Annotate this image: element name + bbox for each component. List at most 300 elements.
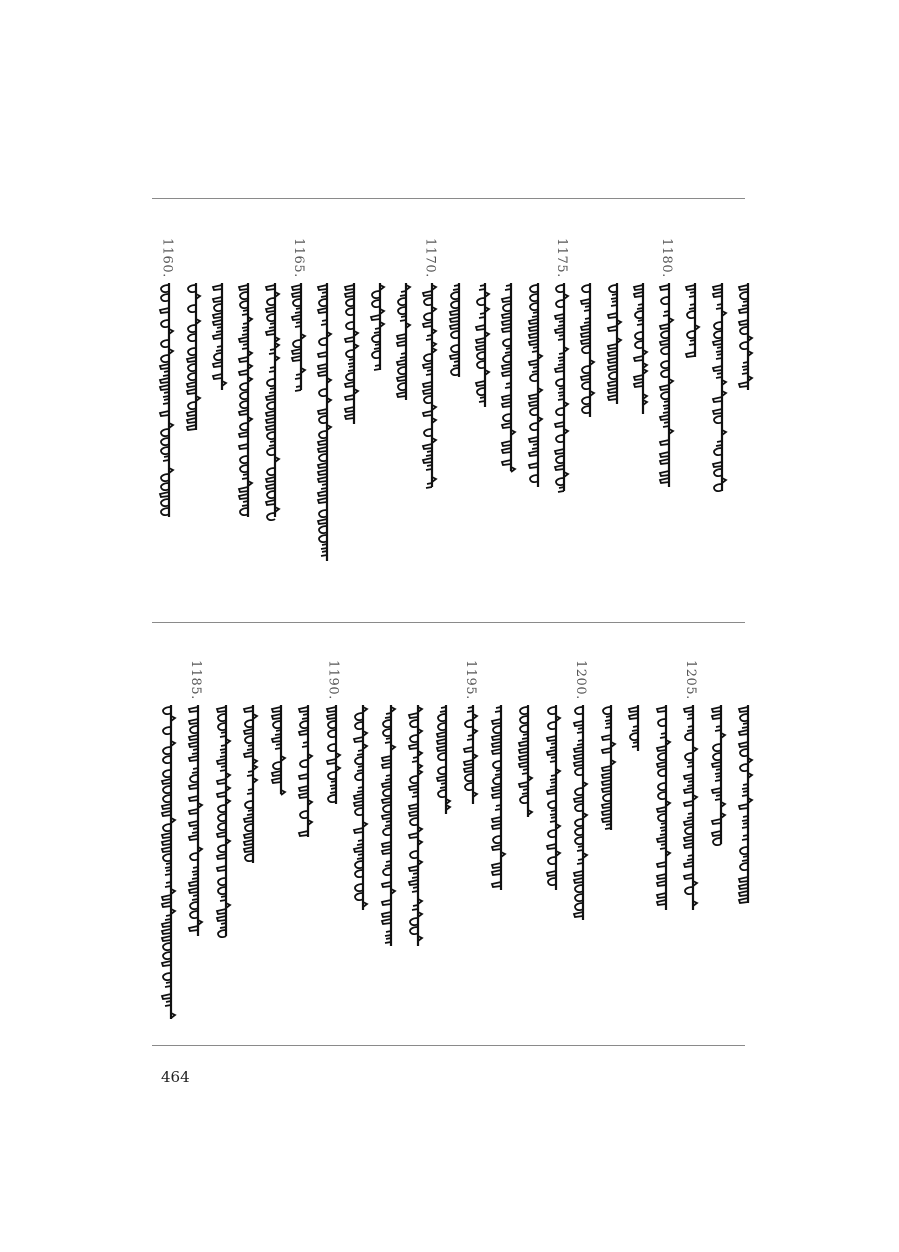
script-glyph — [266, 477, 275, 482]
script-glyphs — [629, 283, 651, 414]
script-glyphs — [497, 283, 519, 471]
script-glyph — [634, 375, 643, 380]
script-glyph — [217, 814, 225, 821]
script-glyph — [574, 747, 583, 752]
script-glyph — [424, 298, 432, 305]
script-glyph — [657, 881, 666, 886]
script-glyph — [188, 402, 196, 409]
script-glyph — [529, 360, 538, 365]
script-glyph — [162, 804, 171, 809]
script-glyph — [240, 401, 248, 408]
script-glyphs — [603, 283, 625, 404]
script-glyph — [712, 714, 721, 719]
script-glyph — [355, 893, 363, 900]
script-glyph — [240, 465, 248, 472]
script-glyph — [299, 730, 308, 735]
verse-line — [313, 238, 337, 618]
script-glyph — [529, 394, 538, 399]
script-glyph — [575, 894, 583, 901]
script-glyphs — [655, 283, 677, 487]
script-glyph — [319, 416, 327, 423]
script-glyph — [660, 471, 669, 476]
script-glyph — [239, 494, 248, 499]
line-number: 1200. — [573, 660, 588, 700]
script-glyph — [161, 340, 169, 347]
script-glyph — [529, 340, 538, 345]
script-glyph — [160, 378, 169, 383]
script-glyph — [345, 382, 354, 387]
script-glyph — [712, 707, 721, 712]
script-glyph — [266, 307, 275, 312]
script-glyph — [188, 364, 196, 371]
script-glyph — [244, 833, 253, 838]
script-glyph — [244, 840, 253, 845]
top-rule — [152, 198, 745, 199]
script-glyph — [437, 723, 445, 730]
script-glyph — [188, 325, 196, 332]
script-glyph — [382, 789, 390, 796]
line-number: 1160. — [159, 238, 175, 278]
script-glyph — [189, 881, 198, 886]
script-glyph — [272, 707, 281, 712]
script-glyph — [660, 324, 669, 329]
line-number: 1170. — [422, 238, 438, 278]
verse-line — [340, 238, 364, 618]
mongolian-script-line — [542, 705, 564, 890]
script-glyph — [345, 285, 354, 290]
script-glyph — [162, 833, 171, 838]
script-glyph — [239, 370, 248, 375]
script-glyph — [492, 817, 501, 822]
script-glyph — [492, 882, 501, 887]
script-glyph — [382, 912, 391, 917]
script-glyph — [162, 747, 170, 754]
script-glyph — [739, 320, 748, 325]
script-glyph — [739, 804, 748, 809]
script-glyph — [685, 827, 693, 834]
mongolian-script-line — [184, 705, 206, 936]
script-glyph — [382, 805, 390, 812]
script-glyph — [409, 713, 418, 718]
script-glyph — [740, 327, 748, 334]
script-glyph — [299, 831, 308, 836]
script-glyph — [661, 331, 669, 338]
script-glyph — [684, 707, 693, 712]
mongolian-script-line — [234, 283, 256, 517]
script-glyph — [661, 297, 669, 304]
mongolian-script-line — [734, 283, 756, 390]
script-glyph — [345, 395, 354, 400]
script-glyph — [503, 304, 511, 311]
script-glyph — [354, 737, 363, 742]
script-glyph — [476, 381, 485, 386]
script-glyph — [162, 952, 170, 959]
script-glyph — [492, 726, 500, 733]
script-glyph — [354, 847, 363, 852]
script-glyph — [464, 747, 473, 752]
script-glyph — [423, 411, 432, 416]
script-glyph — [657, 792, 665, 799]
script-glyphs — [313, 283, 335, 561]
script-glyph — [299, 793, 308, 798]
script-glyph — [345, 373, 353, 380]
script-glyph — [465, 783, 473, 790]
script-glyph — [556, 435, 564, 442]
script-glyph — [318, 352, 327, 357]
script-glyph — [575, 837, 583, 844]
script-glyph — [492, 824, 501, 829]
script-glyph — [327, 721, 335, 728]
script-glyph — [160, 364, 169, 369]
script-glyph — [657, 807, 666, 812]
script-glyph — [319, 510, 327, 517]
script-glyph — [529, 463, 538, 468]
script-glyph — [382, 882, 391, 887]
script-glyph — [187, 389, 196, 394]
script-glyphs — [445, 283, 467, 377]
script-glyph — [582, 397, 590, 404]
script-glyph — [382, 729, 390, 736]
script-glyph — [245, 824, 253, 831]
mongolian-script-line — [652, 705, 674, 910]
script-glyph — [409, 744, 418, 749]
script-glyph — [602, 780, 611, 785]
script-glyph — [602, 810, 611, 815]
script-glyph — [630, 733, 638, 740]
script-glyph — [162, 795, 170, 802]
script-glyphs — [734, 705, 756, 903]
script-glyph — [582, 366, 590, 373]
script-glyph — [318, 519, 327, 524]
script-glyph — [397, 376, 406, 381]
script-glyph — [187, 357, 196, 362]
script-glyph — [657, 874, 666, 879]
script-glyph — [437, 739, 446, 744]
script-glyph — [217, 805, 225, 812]
script-glyph — [660, 340, 669, 345]
script-glyph — [189, 926, 198, 931]
script-glyph — [529, 437, 538, 442]
script-glyph — [556, 285, 564, 292]
script-glyph — [162, 847, 171, 852]
script-glyph — [188, 373, 196, 380]
script-glyph — [382, 814, 391, 819]
script-glyph — [502, 441, 511, 446]
script-glyph — [244, 729, 253, 734]
verse-line — [155, 238, 179, 618]
script-glyph — [244, 707, 253, 712]
script-glyph — [556, 379, 564, 386]
script-glyph — [713, 340, 722, 345]
mongolian-script-line — [624, 705, 646, 751]
script-glyph — [424, 313, 432, 320]
script-glyph — [354, 828, 363, 833]
script-glyphs — [652, 705, 674, 910]
script-glyph — [161, 447, 169, 454]
script-glyph — [161, 474, 169, 481]
verse-line — [208, 238, 232, 618]
script-glyph — [217, 832, 226, 837]
script-glyph — [266, 425, 275, 430]
script-glyph — [372, 291, 380, 298]
script-glyph — [661, 361, 669, 368]
script-glyph — [635, 311, 643, 318]
script-glyph — [492, 749, 501, 754]
script-glyph — [502, 371, 511, 376]
mongolian-script-line — [432, 705, 454, 814]
script-glyph — [424, 429, 432, 436]
mongolian-script-line — [212, 705, 234, 936]
script-glyph — [712, 838, 720, 845]
script-glyph — [529, 326, 538, 331]
script-glyph — [239, 357, 248, 362]
script-glyph — [437, 776, 446, 781]
script-glyph — [502, 460, 511, 465]
script-glyph — [451, 301, 459, 308]
script-glyph — [684, 774, 693, 779]
script-glyph — [382, 798, 391, 803]
script-glyphs — [459, 705, 481, 804]
verse-line — [734, 660, 758, 1035]
script-glyphs — [418, 283, 440, 487]
script-glyph — [451, 292, 459, 299]
script-glyph — [409, 804, 418, 809]
script-glyph — [492, 870, 501, 875]
script-glyph — [492, 836, 500, 843]
script-glyph — [160, 385, 169, 390]
script-glyph — [437, 790, 445, 797]
mongolian-script-line — [445, 283, 467, 377]
verse-line — [624, 660, 648, 1035]
script-glyph — [189, 796, 198, 801]
script-glyph — [217, 866, 226, 871]
script-glyph — [240, 383, 248, 390]
script-glyph — [450, 324, 459, 329]
script-glyph — [451, 331, 459, 338]
script-glyph — [739, 898, 748, 903]
script-glyph — [355, 884, 363, 891]
script-glyph — [450, 354, 459, 359]
script-glyph — [160, 308, 169, 313]
script-glyph — [661, 347, 669, 354]
script-glyph — [162, 840, 171, 845]
mongolian-script-line — [471, 283, 493, 407]
script-glyph — [267, 491, 275, 498]
script-glyph — [319, 389, 327, 396]
script-glyph — [355, 722, 363, 729]
mongolian-script-line — [681, 283, 703, 357]
script-glyph — [398, 298, 406, 305]
script-glyph — [162, 779, 171, 784]
verse-line — [652, 660, 676, 1035]
script-glyph — [582, 285, 590, 292]
script-glyph — [574, 878, 583, 883]
script-glyph — [502, 313, 511, 318]
script-glyph — [684, 801, 693, 806]
script-glyphs — [267, 705, 289, 794]
script-glyph — [530, 303, 538, 310]
script-glyph — [299, 774, 308, 779]
script-glyph — [739, 707, 748, 712]
verse-line — [261, 238, 285, 618]
script-glyph — [355, 808, 363, 815]
script-glyph — [162, 824, 170, 831]
script-glyph — [318, 371, 327, 376]
verse-line — [542, 660, 566, 1035]
verse-line — [157, 660, 181, 1035]
script-glyph — [502, 448, 511, 453]
script-glyph — [189, 707, 198, 712]
script-glyph — [502, 395, 511, 400]
script-glyphs — [182, 283, 204, 430]
script-glyph — [582, 406, 590, 413]
script-glyphs — [157, 705, 179, 1019]
script-glyphs — [681, 283, 703, 357]
script-glyph — [410, 918, 418, 925]
script-glyph — [292, 349, 301, 354]
script-glyph — [657, 753, 665, 760]
script-glyph — [190, 853, 198, 860]
mongolian-script-line — [707, 705, 729, 844]
script-glyph — [714, 484, 722, 491]
script-glyphs — [155, 283, 177, 517]
script-glyph — [657, 719, 665, 726]
script-glyph — [712, 788, 721, 793]
script-glyph — [217, 878, 225, 885]
script-glyph — [239, 410, 248, 415]
verse-line — [212, 660, 236, 1035]
script-glyph — [450, 317, 459, 322]
script-glyph — [713, 462, 722, 467]
script-glyph — [477, 352, 485, 359]
script-glyph — [547, 750, 556, 755]
script-glyph — [657, 762, 666, 767]
script-glyph — [740, 863, 748, 870]
script-glyph — [437, 746, 446, 751]
script-glyph — [245, 801, 253, 808]
script-glyph — [492, 735, 501, 740]
script-glyph — [267, 448, 275, 455]
script-glyph — [661, 392, 669, 399]
script-glyph — [293, 299, 301, 306]
script-glyph — [465, 720, 473, 727]
script-glyphs — [184, 705, 206, 936]
script-glyph — [409, 811, 418, 816]
script-glyph — [217, 845, 225, 852]
verse-line — [418, 238, 442, 618]
script-glyph — [575, 903, 583, 910]
script-glyph — [424, 396, 432, 403]
verse-line — [234, 238, 258, 618]
script-glyph — [492, 761, 500, 768]
script-glyph — [502, 402, 511, 407]
script-glyph — [240, 392, 248, 399]
script-glyph — [712, 831, 721, 836]
script-glyph — [217, 792, 226, 797]
script-glyph — [547, 722, 555, 729]
script-glyph — [530, 408, 538, 415]
mongolian-script-line — [267, 705, 289, 794]
script-glyph — [190, 911, 198, 918]
script-glyph — [502, 364, 511, 369]
script-glyph — [657, 893, 666, 898]
script-glyph — [188, 334, 196, 341]
mongolian-script-line — [497, 283, 519, 471]
script-glyph — [602, 735, 611, 740]
script-glyph — [355, 713, 363, 720]
script-glyph — [684, 788, 693, 793]
mongolian-script-line — [679, 705, 701, 910]
script-glyph — [217, 707, 226, 712]
verse-line — [239, 660, 263, 1035]
script-glyph — [239, 285, 248, 290]
script-glyph — [327, 707, 336, 712]
line-number: 1165. — [290, 238, 306, 278]
script-glyph — [189, 888, 198, 893]
script-glyph — [714, 448, 722, 455]
verse-line — [404, 660, 428, 1035]
script-glyph — [244, 817, 253, 822]
script-glyph — [239, 444, 248, 449]
script-glyph — [398, 383, 406, 390]
script-glyph — [299, 707, 308, 712]
mongolian-script-line — [629, 283, 651, 414]
script-glyph — [714, 322, 722, 329]
script-glyph — [530, 285, 538, 292]
verse-line — [708, 238, 732, 618]
script-glyph — [739, 308, 748, 313]
script-glyph — [266, 330, 275, 335]
verse-line — [576, 238, 600, 618]
script-glyph — [410, 735, 418, 742]
script-glyph — [555, 465, 564, 470]
script-glyph — [267, 402, 275, 409]
script-glyph — [464, 767, 473, 772]
script-glyph — [187, 418, 196, 423]
script-glyph — [519, 762, 528, 767]
script-glyph — [423, 382, 432, 387]
script-glyph — [660, 385, 669, 390]
script-glyphs — [392, 283, 414, 400]
script-glyph — [318, 463, 327, 468]
script-glyph — [634, 382, 643, 387]
script-glyph — [266, 500, 275, 505]
script-glyph — [575, 819, 583, 826]
script-glyph — [319, 338, 327, 345]
script-glyph — [503, 355, 511, 362]
script-glyph — [547, 830, 555, 837]
mongolian-script-line — [603, 283, 625, 404]
mongolian-script-line — [550, 283, 572, 491]
script-glyph — [574, 912, 583, 917]
verse-line — [524, 238, 548, 618]
script-glyph — [608, 326, 617, 331]
script-glyph — [293, 340, 301, 347]
script-glyph — [529, 401, 538, 406]
script-glyph — [657, 862, 666, 867]
script-glyph — [555, 449, 564, 454]
script-glyph — [629, 714, 638, 719]
script-glyph — [739, 891, 748, 896]
verse-line — [366, 238, 390, 618]
script-glyph — [547, 857, 555, 864]
script-glyph — [502, 320, 511, 325]
script-glyph — [713, 292, 722, 297]
script-glyph — [189, 784, 198, 789]
script-glyph — [292, 315, 301, 320]
script-glyph — [213, 313, 222, 318]
script-glyph — [240, 423, 248, 430]
